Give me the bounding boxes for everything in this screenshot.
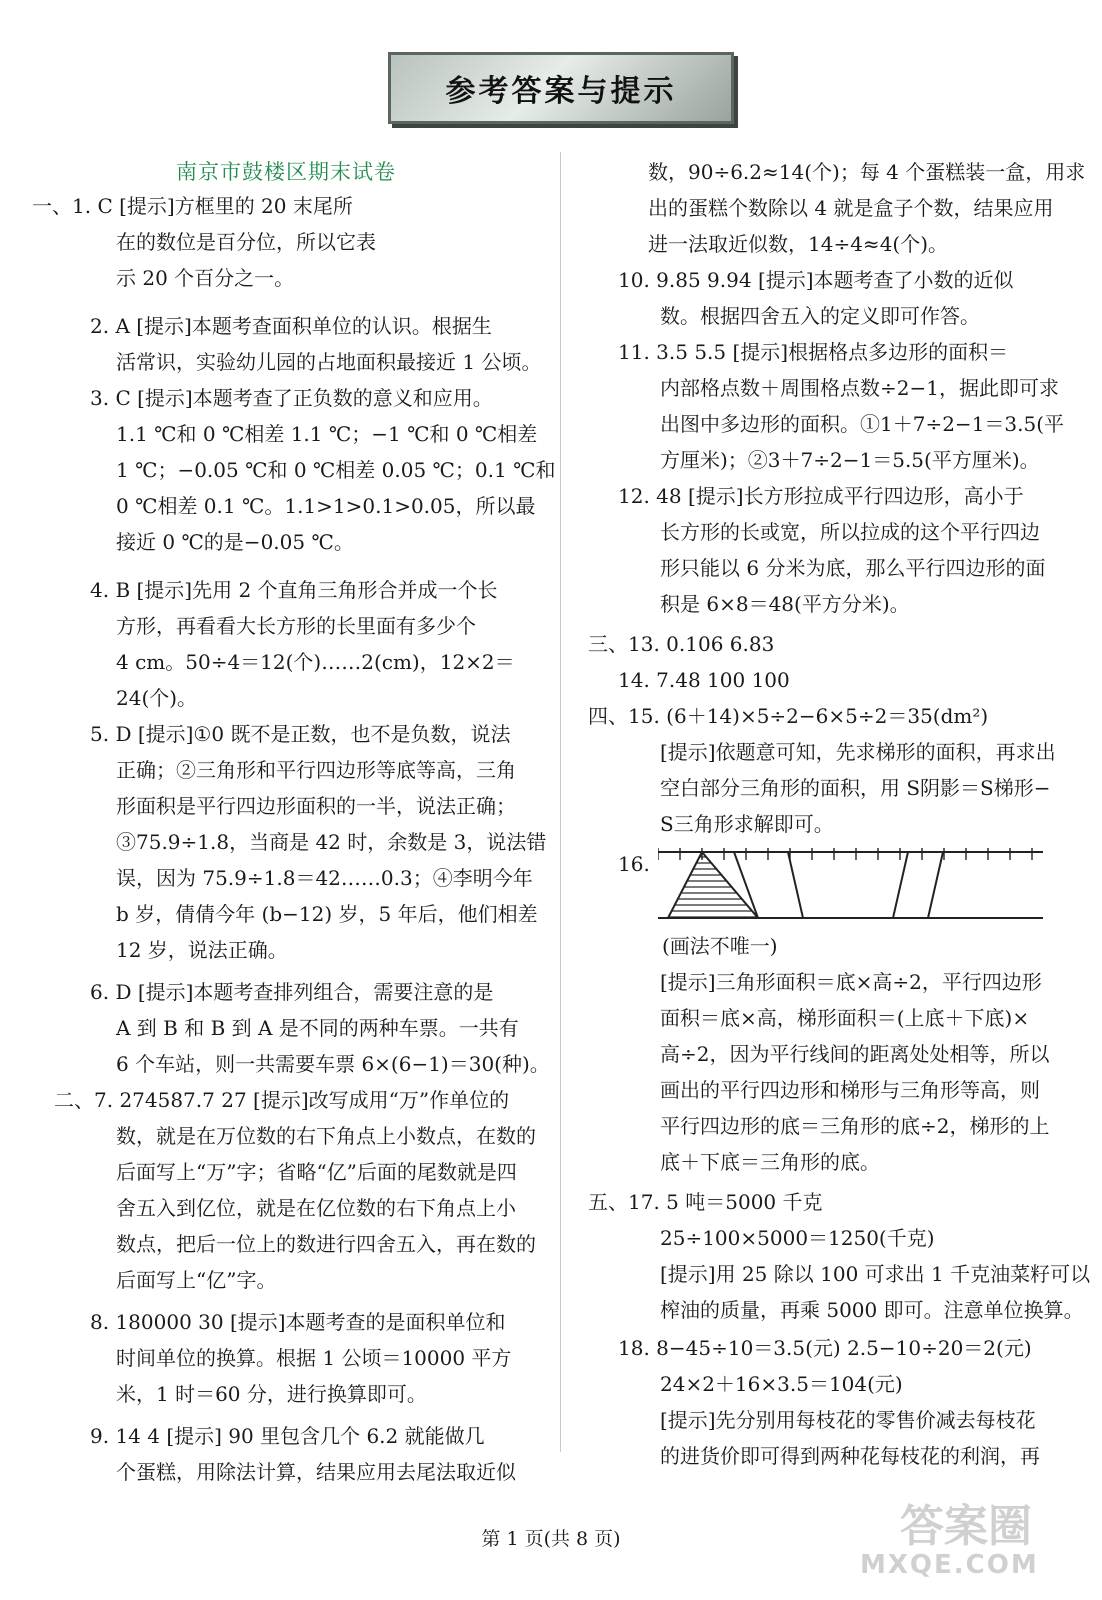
right-answer-line: 三、13. 0.106 6.83 — [588, 632, 775, 656]
left-answer-line: 数，就是在万位数的右下角点上小数点，在数的 — [116, 1124, 536, 1148]
right-answer-line: 四、15. (6＋14)×5÷2−6×5÷2＝35(dm²) — [588, 704, 989, 728]
left-answer-line: 二、7. 274587.7 27 [提示]改写成用“万”作单位的 — [54, 1088, 510, 1112]
left-answer-line: 一、1. C [提示]方框里的 20 末尾所 — [32, 194, 353, 218]
right-answer-line: [提示]用 25 除以 100 可求出 1 千克油菜籽可以 — [660, 1262, 1091, 1286]
left-answer-line: 4 cm。50÷4＝12(个)……2(cm)，12×2＝ — [116, 650, 515, 674]
right-answer-line: 内部格点数＋周围格点数÷2−1，据此即可求 — [660, 376, 1059, 400]
right-answer-line: 形只能以 6 分米为底，那么平行四边形的面 — [660, 556, 1046, 580]
right-answer-line: 出的蛋糕个数除以 4 就是盒子个数，结果应用 — [648, 196, 1054, 220]
left-answer-line: 6 个车站，则一共需要车票 6×(6−1)＝30(种)。 — [116, 1052, 550, 1076]
right-answer-line: 积是 6×8＝48(平方分米)。 — [660, 592, 910, 616]
right-answer-line: 榨油的质量，再乘 5000 即可。注意单位换算。 — [660, 1298, 1084, 1322]
right-answer-line: 数，90÷6.2≈14(个)；每 4 个蛋糕装一盒，用求 — [648, 160, 1086, 184]
right-answer-line: 出图中多边形的面积。①1＋7÷2−1＝3.5(平 — [660, 412, 1065, 436]
answer-title-banner — [388, 52, 734, 124]
left-answer-line: 3. C [提示]本题考查了正负数的意义和应用。 — [90, 386, 493, 410]
right-answer-line: 16. — [618, 852, 650, 876]
right-answer-line: 平行四边形的底＝三角形的底÷2，梯形的上 — [660, 1114, 1050, 1138]
left-answer-line: 1 ℃；−0.05 ℃和 0 ℃相差 0.05 ℃；0.1 ℃和 — [116, 458, 556, 482]
left-answer-line: 数点，把后一位上的数进行四舍五入，再在数的 — [116, 1232, 536, 1256]
right-answer-line: S三角形求解即可。 — [660, 812, 834, 836]
left-answer-line: 1.1 ℃和 0 ℃相差 1.1 ℃；−1 ℃和 0 ℃相差 — [116, 422, 538, 446]
right-answer-line: 画出的平行四边形和梯形与三角形等高，则 — [660, 1078, 1040, 1102]
drawn-parallelogram — [893, 852, 943, 918]
right-answer-line: [提示]先分别用每枝花的零售价减去每枝花 — [660, 1408, 1036, 1432]
right-answer-line: 10. 9.85 9.94 [提示]本题考查了小数的近似 — [618, 268, 1014, 292]
left-answer-line: 后面写上“万”字；省略“亿”后面的尾数就是四 — [116, 1160, 517, 1184]
column-divider — [560, 152, 561, 1452]
left-answer-line: 24(个)。 — [116, 686, 198, 710]
left-answer-line: 8. 180000 30 [提示]本题考查的是面积单位和 — [90, 1310, 506, 1334]
right-answer-line: (画法不唯一) — [662, 934, 778, 958]
left-answer-line: 误，因为 75.9÷1.8＝42……0.3；④李明今年 — [116, 866, 533, 890]
right-answer-line: 高÷2，因为平行线间的距离处处相等，所以 — [660, 1042, 1050, 1066]
given-triangle — [668, 852, 758, 918]
left-answer-line: 米，1 时＝60 分，进行换算即可。 — [116, 1382, 427, 1406]
right-answer-line: 12. 48 [提示]长方形拉成平行四边形，高小于 — [618, 484, 1024, 508]
left-answer-line: 5. D [提示]①0 既不是正数，也不是负数，说法 — [90, 722, 511, 746]
left-answer-line: 6. D [提示]本题考查排列组合，需要注意的是 — [90, 980, 494, 1004]
right-answer-line: 的进货价即可得到两种花每枝花的利润，再 — [660, 1444, 1040, 1468]
right-answer-line: 14. 7.48 100 100 — [618, 668, 790, 692]
right-answer-line: 空白部分三角形的面积，用 S阴影＝S梯形− — [660, 776, 1051, 800]
left-answer-line: 正确；②三角形和平行四边形等底等高，三角 — [116, 758, 516, 782]
right-answer-line: 长方形的长或宽，所以拉成的这个平行四边 — [660, 520, 1040, 544]
left-answer-line: A 到 B 和 B 到 A 是不同的两种车票。一共有 — [116, 1016, 519, 1040]
right-answer-line: [提示]三角形面积＝底×高÷2，平行四边形 — [660, 970, 1042, 994]
left-answer-line: 2. A [提示]本题考查面积单位的认识。根据生 — [90, 314, 492, 338]
left-answer-line: 示 20 个百分之一。 — [116, 266, 295, 290]
right-answer-line: 进一法取近似数，14÷4≈4(个)。 — [648, 232, 949, 256]
page-footer: 第 1 页(共 8 页) — [481, 1528, 621, 1550]
right-answer-line: 25÷100×5000＝1250(千克) — [660, 1226, 935, 1250]
left-answer-line: 方形，再看看大长方形的长里面有多少个 — [116, 614, 476, 638]
left-answer-line: 时间单位的换算。根据 1 公顷＝10000 平方 — [116, 1346, 512, 1370]
left-answer-line: 后面写上“亿”字。 — [116, 1268, 277, 1292]
left-answer-line: 舍五入到亿位，就是在亿位数的右下角点上小 — [116, 1196, 516, 1220]
exam-section-title: 南京市鼓楼区期末试卷 — [176, 160, 396, 184]
right-answer-line: 18. 8−45÷10＝3.5(元) 2.5−10÷20＝2(元) — [618, 1336, 1032, 1360]
left-answer-line: 个蛋糕，用除法计算，结果应用去尾法取近似 — [116, 1460, 516, 1484]
right-answer-line: 底＋下底＝三角形的底。 — [660, 1150, 880, 1174]
left-answer-line: 形面积是平行四边形面积的一半，说法正确； — [116, 794, 516, 818]
right-answer-line: 数。根据四舍五入的定义即可作答。 — [660, 304, 980, 328]
watermark-logo — [820, 1490, 1080, 1590]
right-answer-line: 11. 3.5 5.5 [提示]根据格点多边形的面积＝ — [618, 340, 1009, 364]
left-answer-line: 12 岁，说法正确。 — [116, 938, 288, 962]
left-answer-line: 接近 0 ℃的是−0.05 ℃。 — [116, 530, 354, 554]
left-answer-line: 活常识，实验幼儿园的占地面积最接近 1 公顷。 — [116, 350, 542, 374]
left-answer-line: 9. 14 4 [提示] 90 里包含几个 6.2 就能做几 — [90, 1424, 485, 1448]
right-answer-line: 24×2＋16×3.5＝104(元) — [660, 1372, 903, 1396]
right-answer-line: 五、17. 5 吨＝5000 千克 — [588, 1190, 823, 1214]
watermark-top: 答案圈 — [900, 1501, 1032, 1552]
figure-16-drawing — [658, 848, 1048, 928]
left-answer-line: 4. B [提示]先用 2 个直角三角形合并成一个长 — [90, 578, 498, 602]
right-answer-line: [提示]依题意可知，先求梯形的面积，再求出 — [660, 740, 1056, 764]
left-answer-line: b 岁，倩倩今年 (b−12) 岁，5 年后，他们相差 — [116, 902, 538, 926]
right-answer-line: 方厘米)；②3＋7÷2−1＝5.5(平方厘米)。 — [660, 448, 1040, 472]
left-answer-line: 在的数位是百分位，所以它表 — [116, 230, 376, 254]
right-answer-line: 面积＝底×高，梯形面积＝(上底＋下底)× — [660, 1006, 1030, 1030]
watermark-bottom: MXQE.COM — [860, 1550, 1039, 1580]
left-answer-line: 0 ℃相差 0.1 ℃。1.1>1>0.1>0.05，所以最 — [116, 494, 536, 518]
left-answer-line: ③75.9÷1.8，当商是 42 时，余数是 3，说法错 — [116, 830, 547, 854]
answer-title: 参考答案与提示 — [445, 74, 677, 109]
ruler-ticks — [658, 848, 1032, 860]
